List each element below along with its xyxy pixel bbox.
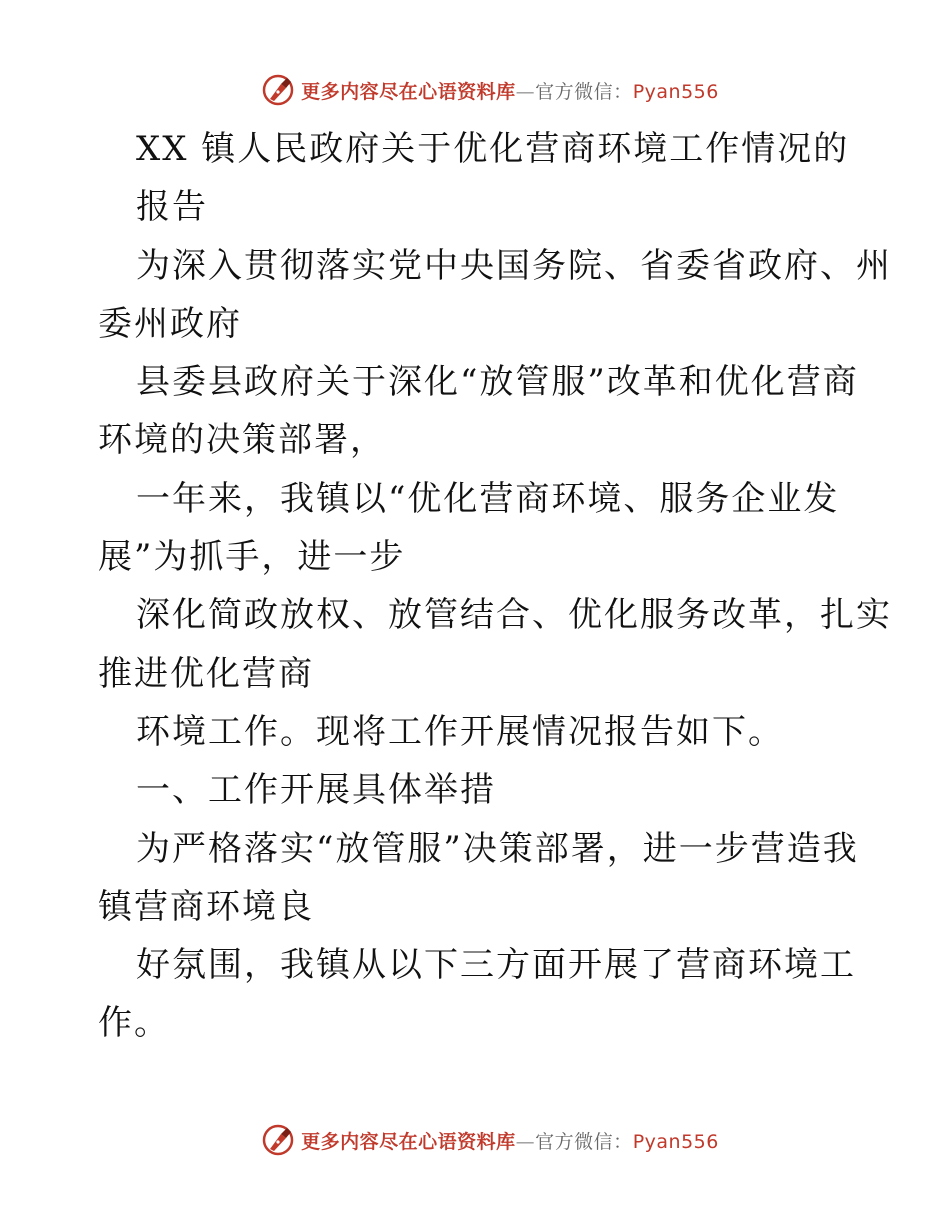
paragraph-first-line: 为深入贯彻落实党中央国务院、省委省政府、州	[136, 245, 892, 286]
section-heading-text: 一、工作开展具体举措	[136, 770, 496, 811]
paragraph-4	[98, 586, 892, 703]
watermark-brand: 更多内容尽在心语资料库	[301, 80, 516, 103]
paragraph-rest: 展”为抓手，进一步	[98, 537, 406, 578]
document-title	[98, 120, 858, 178]
watermark-brand: 更多内容尽在心语资料库	[301, 1130, 516, 1153]
section-heading-1	[98, 761, 858, 819]
watermark-text	[301, 77, 719, 104]
watermark-inner	[261, 1123, 719, 1157]
watermark-label: 官方微信：	[535, 80, 633, 103]
paragraph-rest: 镇营商环境良	[98, 886, 314, 927]
paragraph-1	[98, 237, 892, 354]
pen-nib-circle-icon	[261, 73, 295, 107]
document-body	[98, 120, 892, 1053]
paragraph-rest: 推进优化营商	[98, 653, 314, 694]
document-title-line1: XX 镇人民政府关于优化营商环境工作情况的	[136, 129, 850, 169]
paragraph-6	[98, 820, 858, 937]
paragraph-rest: 委州政府	[98, 303, 242, 344]
watermark-label: 官方微信：	[535, 1130, 633, 1153]
document-title-continuation	[98, 178, 858, 236]
paragraph-3	[98, 470, 858, 587]
watermark-separator: —	[515, 80, 536, 103]
paragraph-7	[98, 936, 858, 1053]
paragraph-first-line: 一年来，我镇以“优化营商环境、服务企业发	[136, 478, 840, 519]
paragraph-first-line: 环境工作。现将工作开展情况报告如下。	[136, 711, 784, 752]
watermark-separator: —	[515, 1130, 536, 1153]
paragraph-rest: 环境的决策部署，	[98, 420, 386, 461]
footer-watermark	[0, 1120, 950, 1160]
paragraph-2	[98, 353, 858, 470]
pen-nib-circle-icon	[261, 1123, 295, 1157]
document-title-line2: 报告	[136, 187, 208, 228]
paragraph-first-line: 县委县政府关于深化“放管服”改革和优化营商	[136, 362, 859, 403]
watermark-inner	[261, 73, 719, 107]
paragraph-5	[98, 703, 858, 761]
header-watermark	[0, 70, 950, 110]
watermark-text	[301, 1127, 719, 1154]
watermark-wechat-id: Pyan556	[632, 80, 719, 103]
paragraph-first-line: 深化简政放权、放管结合、优化服务改革，扎实	[136, 595, 892, 636]
watermark-wechat-id: Pyan556	[632, 1130, 719, 1153]
paragraph-rest: 作。	[98, 1003, 170, 1044]
paragraph-first-line: 为严格落实“放管服”决策部署，进一步营造我	[136, 828, 859, 869]
paragraph-first-line: 好氛围，我镇从以下三方面开展了营商环境工	[136, 945, 856, 986]
